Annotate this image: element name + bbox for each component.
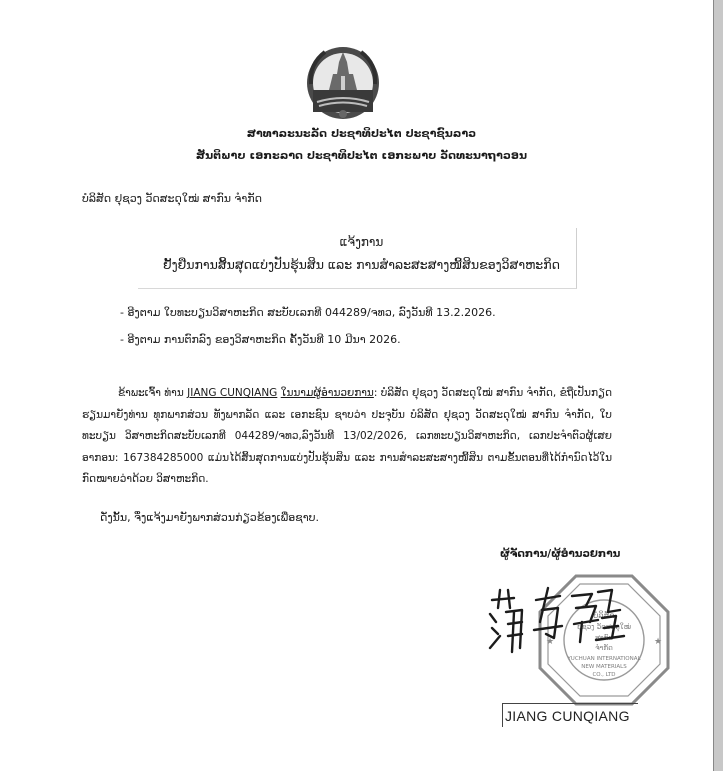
star-icon: ★ [546, 637, 555, 647]
body-paragraph [82, 383, 612, 491]
stamp-text: ສາກົນ [595, 634, 613, 642]
stamp-text: NEW MATERIALS [581, 664, 627, 670]
header-motto: ສັນຕິພາບ ເອກະລາດ ປະຊາທິປະໄຕ ເອກະພາບ ວັດທະນາຖາວອນ [195, 149, 528, 162]
handwritten-signature [478, 578, 628, 656]
stamp-text: ຈຳກັດ [595, 644, 613, 652]
closing-line: ດັ່ງນັ້ນ, ຈຶ່ງແຈ້ງມາຍັງພາກສ່ວນກ່ຽວຂ້ອງເພື່ອຊາບ. [100, 511, 319, 524]
signer-name: JIANG CUNQIANG [502, 707, 633, 725]
stamp-text: CO., LTD [592, 672, 616, 678]
notice-title: ແຈ້ງການ [339, 235, 384, 249]
signer-name-inline: JIANG CUNQIANG [187, 387, 278, 399]
scan-edge [714, 0, 723, 771]
reference-line: - ອີງຕາມ ການຕົກລົງ ຂອງວິສາຫະກິດ ຄັ້ງວັນທີ 10 ມີນາ 2026. [120, 333, 401, 346]
national-emblem [305, 44, 381, 122]
header-country-name: ສາທາລະນະລັດ ປະຊາທິປະໄຕ ປະຊາຊົນລາວ [246, 127, 477, 140]
stamp-text: YUCHUAN INTERNATIONAL [567, 656, 641, 662]
notice-subject: ຢັ້ງຢືນການສິ້ນສຸດແບ່ງປັນຮຸ້ນສິນ ແລະ ການສຳລະສະສາງໜີ້ສິນຂອງວິສາຫະກິດ [163, 257, 560, 272]
company-name: ບໍລິສັດ ຢຸຊວງ ວັດສະດຸໃໝ່ ສາກົນ ຈຳກັດ [82, 192, 263, 205]
signer-title: ຜູ້ຈັດການ/ຜູ້ອຳນວຍການ [500, 548, 621, 560]
body-text: : ບໍລິສັດ ຢຸຊວງ ວັດສະດຸໃໝ່ ສາກົນ ຈຳກັດ, ຂໍຖືເປັນກຽດຮຽນມາຍັງທ່ານ ທຸກພາກສ່ວນ ທັງພາກລັດ ແລະ ເອກະຊົນ ຊາບວ່າ ປະຈຸບັນ ບໍລິສັດ ຢຸຊວງ ວັດສະດຸໃໝ່ ສາກົນ ຈຳກັດ, ໃບທະບຽນ ວິສາຫະກິດສະບັບເລກທີ 044289/ຈທວ,ລົງວັນທີ 13/02/2026, ເລກທະບຽນວິສາຫະກິດ, ເລກປະຈຳຕົວຜູ້ເສຍອາກອນ: 167384285000 ແມ່ນໄດ້ສິ້ນສຸດການແບ່ງປັນຮຸ້ນສິນ ແລະ ການສຳລະສະສາງໜີ້ສິນ ຕາມຂັ້ນຕອນທີ່ໄດ້ກຳນົດໄວ້ໃນກົດໝາຍວ່າດ້ວຍ ວິສາຫະກິດ. [82, 387, 612, 485]
body-intro: ຂ້າພະເຈົ້າ ທ່ານ [118, 387, 184, 399]
signer-role-inline: ໃນນາມຜູ້ອຳນວຍການ [280, 387, 374, 399]
reference-line: - ອີງຕາມ ໃບທະບຽນວິສາຫະກິດ ສະບັບເລກທີ 044289/ຈທວ, ລົງວັນທີ 13.2.2026. [120, 306, 496, 319]
stamp-text: ຢຸຊວງ ວັດສະດຸໃໝ່ [577, 623, 631, 631]
stamp-text: ບໍລິສັດ [593, 611, 615, 620]
star-icon: ★ [654, 637, 663, 647]
